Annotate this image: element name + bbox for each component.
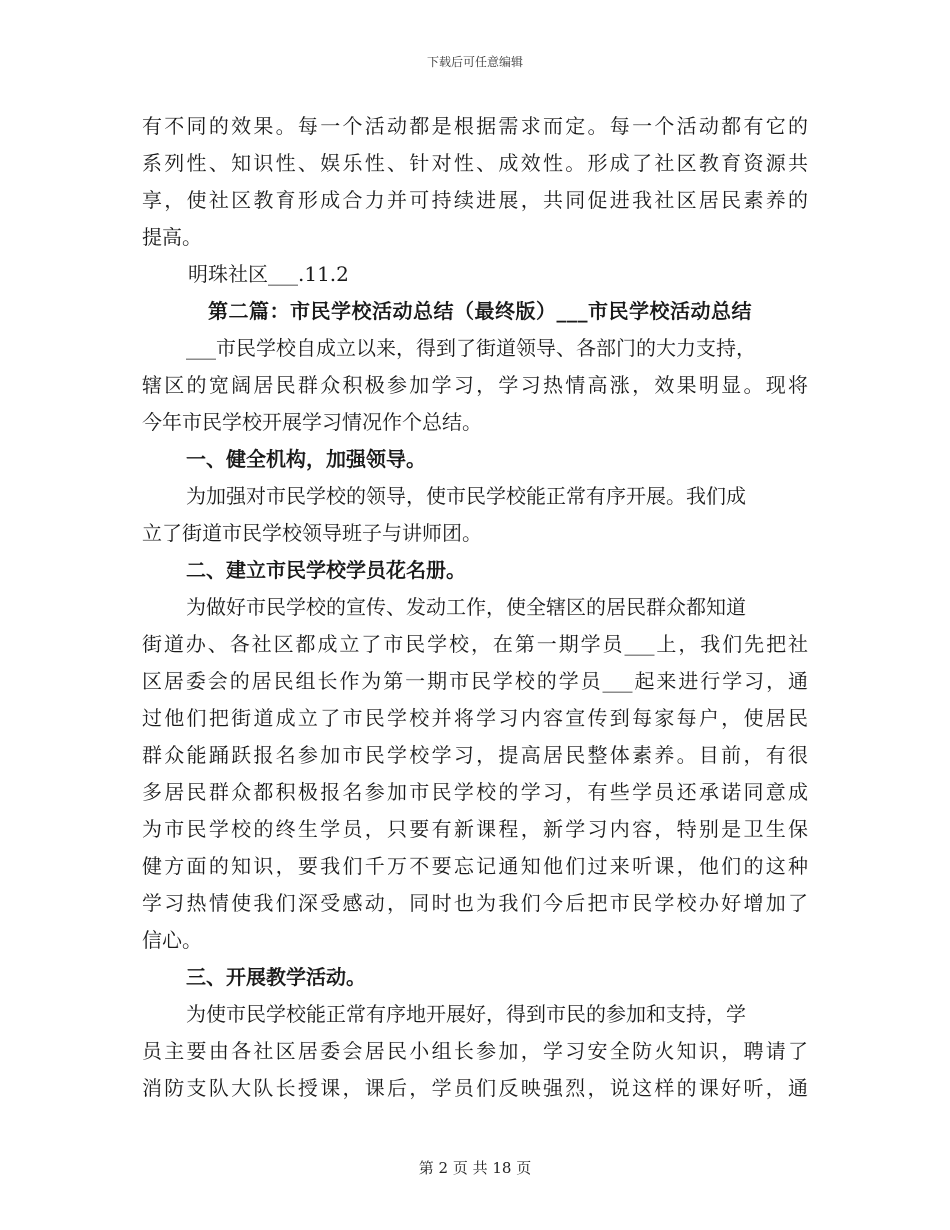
body-line: 信心。 xyxy=(142,928,202,952)
body-line: 立了街道市民学校领导班子与讲师团。 xyxy=(142,521,482,545)
body-line: 区居委会的居民组长作为第一期市民学校的学员___起来进行学习，通 xyxy=(142,669,808,693)
body-line: 过他们把街道成立了市民学校并将学习内容宣传到每家每户，使居民 xyxy=(142,706,808,730)
body-line: 系列性、知识性、娱乐性、针对性、成效性。形成了社区教育资源共 xyxy=(142,151,808,175)
body-line: 为加强对市民学校的领导，使市民学校能正常有序开展。我们成 xyxy=(186,484,746,508)
section-title: 第二篇：市民学校活动总结（最终版）___市民学校活动总结 xyxy=(208,299,752,323)
body-line: 健方面的知识，要我们千万不要忘记通知他们过来听课，他们的这种 xyxy=(142,854,808,878)
body-line: 学习热情使我们深受感动，同时也为我们今后把市民学校办好增加了 xyxy=(142,891,808,915)
body-line: 提高。 xyxy=(142,225,202,249)
body-line: 今年市民学校开展学习情况作个总结。 xyxy=(142,410,482,434)
body-line: 员主要由各社区居委会居民小组长参加，学习安全防火知识，聘请了 xyxy=(142,1039,808,1063)
body-line: 群众能踊跃报名参加市民学校学习，提高居民整体素养。目前，有很 xyxy=(142,743,808,767)
body-line: 辖区的宽阔居民群众积极参加学习，学习热情高涨，效果明显。现将 xyxy=(142,373,808,397)
body-line: ___市民学校自成立以来，得到了街道领导、各部门的大力支持， xyxy=(186,336,756,360)
body-line: 有不同的效果。每一个活动都是根据需求而定。每一个活动都有它的 xyxy=(142,114,808,138)
body-line: 消防支队大队长授课，课后，学员们反映强烈，说这样的课好听，通 xyxy=(142,1076,808,1100)
document-body xyxy=(142,108,808,1107)
subheading: 三、开展教学活动。 xyxy=(186,965,366,989)
body-line: 为市民学校的终生学员，只要有新课程，新学习内容，特别是卫生保 xyxy=(142,817,808,841)
body-line: 街道办、各社区都成立了市民学校，在第一期学员___上，我们先把社 xyxy=(142,632,808,656)
signature-date: 明珠社区___.11.2 xyxy=(188,262,349,286)
subheading: 二、建立市民学校学员花名册。 xyxy=(186,558,466,582)
page-footer: 第 2 页 共 18 页 xyxy=(418,1159,532,1177)
subheading: 一、健全机构，加强领导。 xyxy=(186,447,426,471)
page-header: 下载后可任意编辑 xyxy=(426,55,523,69)
body-line: 为做好市民学校的宣传、发动工作，使全辖区的居民群众都知道 xyxy=(186,595,746,619)
body-line: 为使市民学校能正常有序地开展好，得到市民的参加和支持，学 xyxy=(186,1002,746,1026)
body-line: 多居民群众都积极报名参加市民学校的学习，有些学员还承诺同意成 xyxy=(142,780,808,804)
body-line: 享，使社区教育形成合力并可持续进展，共同促进我社区居民素养的 xyxy=(142,188,808,212)
